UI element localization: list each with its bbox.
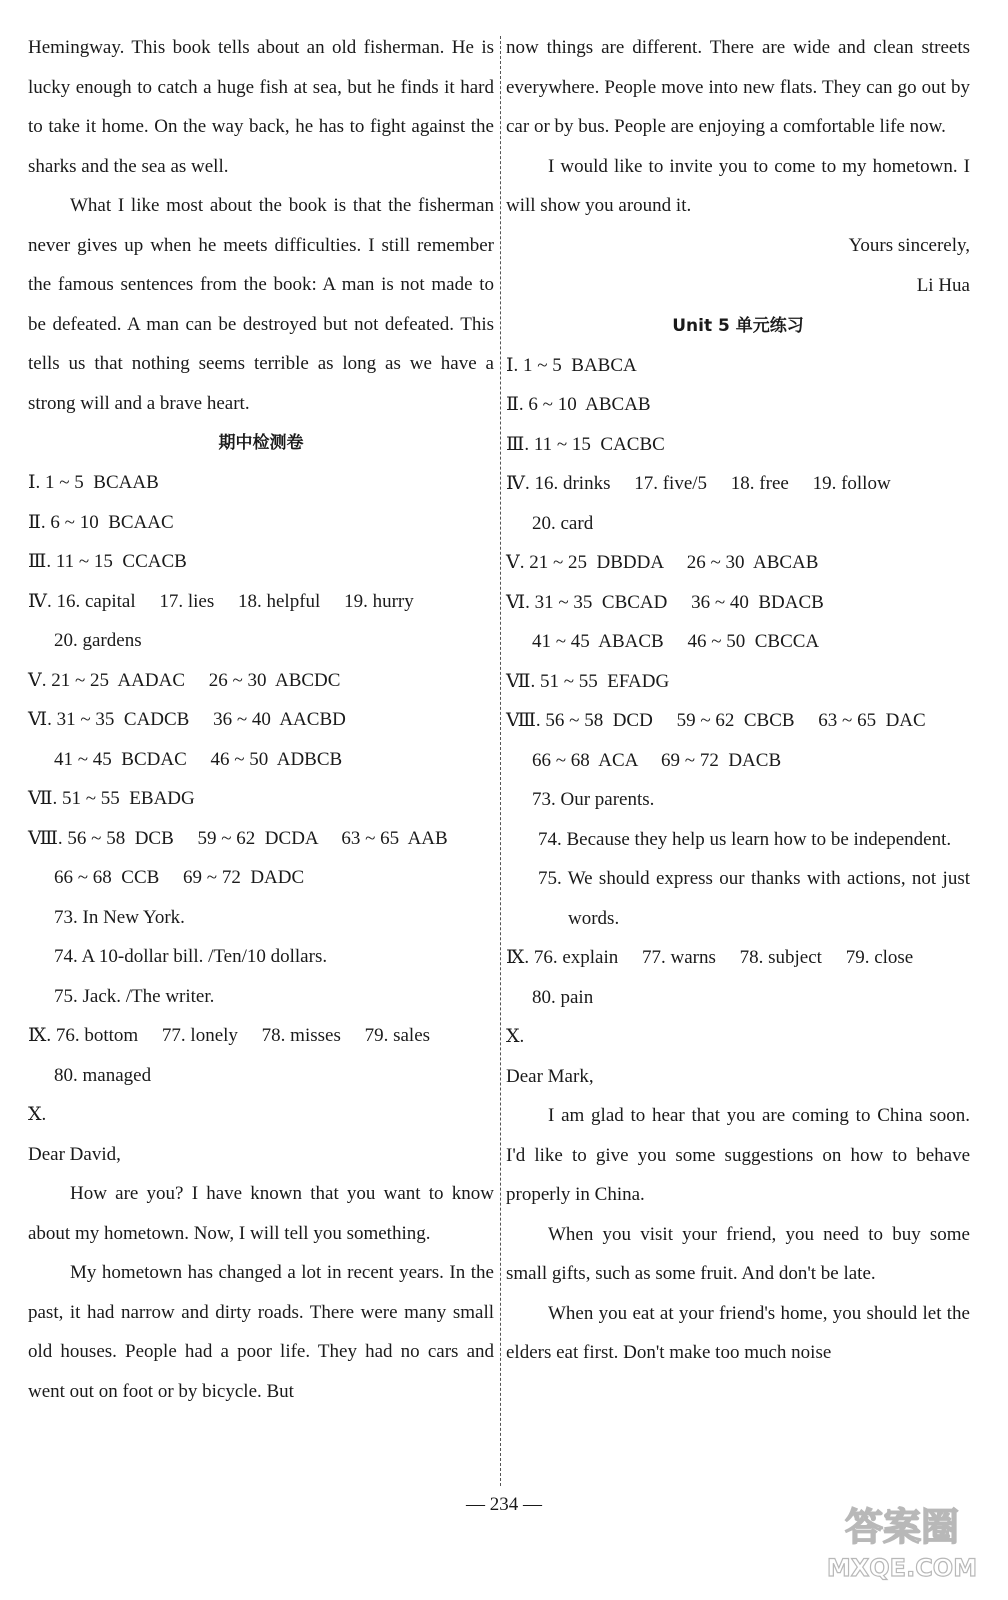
essay-paragraph: Hemingway. This book tells about an old fisherman. He is lucky enough to catch a huge fish at sea, but he finds it hard to take it home. On the way back, he has to fight against the sharks and the sea as well. bbox=[28, 37, 494, 177]
answer-line: Ⅸ. 76. explain 77. warns 78. subject 79. close bbox=[506, 947, 914, 968]
answer-line: 75. We should express our thanks with actions, not just words. bbox=[538, 868, 970, 929]
answer-line: Ⅱ. 6 ~ 10 BCAAC bbox=[28, 511, 174, 533]
answer-line: Ⅰ. 1 ~ 5 BABCA bbox=[506, 354, 637, 376]
letter-paragraph: now things are different. There are wide and clean streets everywhere. People move into new flats. They can go out by car or by bus. People are enjoying a comfortable life now. bbox=[506, 37, 970, 137]
answer-line: 80. managed bbox=[54, 1064, 152, 1086]
answer-line: Ⅳ. 16. drinks 17. five/5 18. free 19. follow bbox=[506, 473, 891, 494]
left-column bbox=[28, 28, 494, 1411]
answer-line: Ⅷ. 56 ~ 58 DCB 59 ~ 62 DCDA 63 ~ 65 AAB bbox=[28, 827, 448, 849]
letter-paragraph: When you eat at your friend's home, you should let the elders eat first. Don't make too much noise bbox=[506, 1302, 970, 1363]
answer-line: Ⅰ. 1 ~ 5 BCAAB bbox=[28, 472, 159, 493]
answer-line: Ⅹ. bbox=[28, 1104, 47, 1125]
answer-line: Ⅶ. 51 ~ 55 EFADG bbox=[506, 670, 670, 692]
answer-line: 41 ~ 45 BCDAC 46 ~ 50 ADBCB bbox=[54, 748, 343, 770]
answer-line: Ⅱ. 6 ~ 10 ABCAB bbox=[506, 394, 651, 415]
letter-paragraph: My hometown has changed a lot in recent years. In the past, it had narrow and dirty roads. There were many small old houses. People had a poor life. They had no cars and went out on foot or by bicycle. But bbox=[28, 1262, 494, 1402]
letter-paragraph: I am glad to hear that you are coming to China soon. I'd like to give you some suggestions on how to behave properly in China. bbox=[506, 1105, 970, 1205]
letter-signature: Li Hua bbox=[916, 274, 970, 296]
letter-salutation: Dear Mark, bbox=[506, 1065, 594, 1087]
letter-salutation: Dear David, bbox=[28, 1143, 121, 1165]
answer-line: 20. gardens bbox=[54, 630, 142, 651]
essay-paragraph: What I like most about the book is that the fisherman never gives up when he meets difficulties. I still remember the famous sentences from the book: A man is not made to be defeated. A man can be destroyed but not defeated. This tells us that nothing seems terrible as long as we have a strong will and a brave heart. bbox=[28, 195, 494, 414]
answer-line: Ⅷ. 56 ~ 58 DCD 59 ~ 62 CBCB 63 ~ 65 DAC bbox=[506, 710, 926, 731]
watermark-top: 答案圈 bbox=[844, 1505, 960, 1549]
watermark-logo bbox=[812, 1488, 992, 1588]
watermark-bottom: MXQE.COM bbox=[826, 1554, 978, 1582]
answer-line: Ⅴ. 21 ~ 25 AADAC 26 ~ 30 ABCDC bbox=[28, 669, 341, 691]
letter-closing: Yours sincerely, bbox=[848, 234, 970, 256]
section-heading: Unit 5 单元练习 bbox=[672, 315, 804, 336]
answer-line: 80. pain bbox=[532, 986, 594, 1008]
answer-line: Ⅵ. 31 ~ 35 CADCB 36 ~ 40 AACBD bbox=[28, 709, 346, 730]
answer-line: 41 ~ 45 ABACB 46 ~ 50 CBCCA bbox=[532, 631, 820, 652]
answer-line: Ⅲ. 11 ~ 15 CCACB bbox=[28, 551, 187, 572]
letter-paragraph: I would like to invite you to come to my hometown. I will show you around it. bbox=[506, 155, 970, 216]
answer-line: 66 ~ 68 ACA 69 ~ 72 DACB bbox=[532, 749, 782, 771]
answer-line: Ⅹ. bbox=[506, 1026, 525, 1047]
section-heading: 期中检测卷 bbox=[218, 433, 304, 453]
letter-paragraph: When you visit your friend, you need to buy some small gifts, such as some fruit. And don't be late. bbox=[506, 1223, 970, 1284]
answer-line: 66 ~ 68 CCB 69 ~ 72 DADC bbox=[54, 867, 305, 888]
answer-line: Ⅳ. 16. capital 17. lies 18. helpful 19. hurry bbox=[28, 590, 414, 612]
answer-line: Ⅸ. 76. bottom 77. lonely 78. misses 79. sales bbox=[28, 1025, 431, 1046]
answer-line: 73. In New York. bbox=[54, 906, 185, 928]
answer-line: 75. Jack. /The writer. bbox=[54, 985, 215, 1007]
answer-line: Ⅴ. 21 ~ 25 DBDDA 26 ~ 30 ABCAB bbox=[506, 552, 819, 573]
answer-line: Ⅲ. 11 ~ 15 CACBC bbox=[506, 433, 665, 455]
answer-line: 74. Because they help us learn how to be independent. bbox=[538, 828, 952, 850]
answer-line: 20. card bbox=[532, 512, 594, 534]
letter-paragraph: How are you? I have known that you want to know about my hometown. Now, I will tell you something. bbox=[28, 1183, 494, 1244]
answer-line: 74. A 10-dollar bill. /Ten/10 dollars. bbox=[54, 946, 328, 967]
right-column bbox=[506, 28, 970, 1373]
page-number: — 234 — bbox=[466, 1494, 542, 1515]
column-divider bbox=[500, 36, 501, 1486]
answer-line: Ⅶ. 51 ~ 55 EBADG bbox=[28, 788, 195, 809]
answer-line: Ⅵ. 31 ~ 35 CBCAD 36 ~ 40 BDACB bbox=[506, 591, 824, 613]
answer-line: 73. Our parents. bbox=[532, 789, 655, 810]
